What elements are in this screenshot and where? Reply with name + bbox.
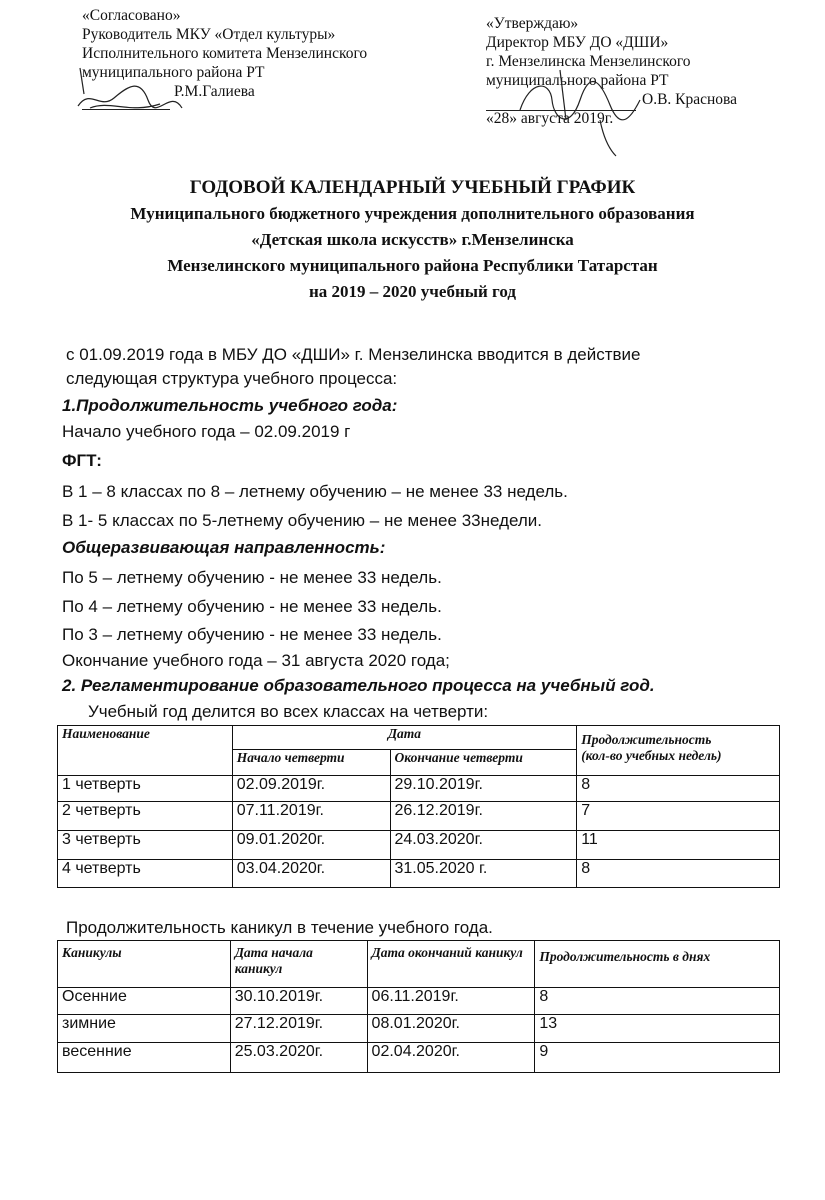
table-row — [58, 831, 780, 860]
quarter-end: 24.03.2020г. — [390, 831, 577, 860]
general-heading: Общеразвивающая направленность: — [62, 538, 386, 557]
quarter-name: 2 четверть — [58, 802, 233, 831]
section2-heading: 2. Регламентирование образовательного процесса на учебный год. — [62, 676, 655, 695]
holidays-caption: Продолжительность каникул в течение учебного года. — [66, 918, 493, 937]
holiday-end: 06.11.2019г. — [367, 988, 535, 1015]
quarter-weeks: 8 — [577, 776, 780, 802]
quarter-name: 3 четверть — [58, 831, 233, 860]
approval-left-line2: Исполнительного комитета Мензелинского — [82, 45, 368, 62]
table-row — [58, 776, 780, 802]
school-year-start: Начало учебного года – 02.09.2019 г — [62, 422, 351, 441]
quarter-start: 02.09.2019г. — [232, 776, 390, 802]
title-sub4: на 2019 – 2020 учебный год — [309, 282, 516, 301]
quarter-start: 07.11.2019г. — [232, 802, 390, 831]
quarter-weeks: 11 — [577, 831, 780, 860]
section1-heading: 1.Продолжительность учебного года: — [62, 396, 398, 415]
holiday-end: 02.04.2020г. — [367, 1043, 535, 1073]
table-row — [58, 860, 780, 888]
quarters-table — [57, 725, 780, 888]
quarter-weeks: 7 — [577, 802, 780, 831]
signature-left-icon — [70, 48, 200, 118]
section2-note: Учебный год делится во всех классах на четверти: — [88, 702, 489, 721]
holiday-days: 9 — [535, 1043, 780, 1073]
general-line3: По 3 – летнему обучению - не менее 33 недель. — [62, 625, 442, 644]
approval-left-line3: муниципального района РТ — [82, 64, 265, 81]
quarter-end: 29.10.2019г. — [390, 776, 577, 802]
holiday-start: 25.03.2020г. — [230, 1043, 367, 1073]
quarters-header-name: Наименование — [58, 726, 233, 776]
table-row — [58, 1015, 780, 1043]
quarters-header-start: Начало четверти — [232, 750, 390, 776]
holiday-days: 8 — [535, 988, 780, 1015]
intro-line1: с 01.09.2019 года в МБУ ДО «ДШИ» г. Мензелинска вводится в действие — [66, 345, 641, 364]
general-line2: По 4 – летнему обучению - не менее 33 недель. — [62, 597, 442, 616]
quarter-name: 1 четверть — [58, 776, 233, 802]
quarter-end: 31.05.2020 г. — [390, 860, 577, 888]
approval-left-line1: Руководитель МКУ «Отдел культуры» — [82, 26, 336, 43]
holiday-name: зимние — [58, 1015, 231, 1043]
quarter-name: 4 четверть — [58, 860, 233, 888]
quarter-start: 03.04.2020г. — [232, 860, 390, 888]
fgt-heading: ФГТ: — [62, 451, 102, 470]
intro-line2: следующая структура учебного процесса: — [66, 369, 398, 388]
approval-right-line2: г. Мензелинска Мензелинского — [486, 53, 691, 70]
table-row — [58, 802, 780, 831]
fgt-line2: В 1- 5 классах по 5-летнему обучению – не менее 33недели. — [62, 511, 543, 530]
holidays-table — [57, 940, 780, 1073]
holiday-end: 08.01.2020г. — [367, 1015, 535, 1043]
approval-right-date: «28» августа 2019г. — [486, 110, 614, 127]
approval-left-name: Р.М.Галиева — [174, 83, 255, 100]
quarters-header-date: Дата — [232, 726, 576, 750]
approval-right-line3: муниципального района РТ — [486, 72, 669, 89]
title-sub2: «Детская школа искусств» г.Мензелинска — [251, 230, 574, 249]
approval-right-name: О.В. Краснова — [642, 91, 738, 108]
title-sub1: Муниципального бюджетного учреждения дополнительного образования — [130, 204, 695, 223]
approval-right-line1: Директор МБУ ДО «ДШИ» — [486, 34, 669, 51]
quarter-start: 09.01.2020г. — [232, 831, 390, 860]
holidays-header-start: Дата начала каникул — [230, 941, 367, 988]
quarters-header-duration — [577, 726, 780, 776]
title-sub3: Мензелинского муниципального района Республики Татарстан — [167, 256, 658, 275]
quarters-header-duration-line2: (кол-во учебных недель) — [581, 748, 722, 763]
holiday-start: 30.10.2019г. — [230, 988, 367, 1015]
signature-right-icon — [500, 60, 650, 160]
quarter-end: 26.12.2019г. — [390, 802, 577, 831]
holidays-header-end: Дата окончаний каникул — [367, 941, 535, 988]
holidays-header-duration: Продолжительность в днях — [535, 941, 780, 988]
table-row — [58, 1043, 780, 1073]
holiday-name: Осенние — [58, 988, 231, 1015]
table-row — [58, 988, 780, 1015]
general-line1: По 5 – летнему обучению - не менее 33 недель. — [62, 568, 442, 587]
quarter-weeks: 8 — [577, 860, 780, 888]
quarters-header-duration-line1: Продолжительность — [581, 732, 712, 747]
holiday-name: весенние — [58, 1043, 231, 1073]
holiday-days: 13 — [535, 1015, 780, 1043]
approval-right-stamp: «Утверждаю» — [486, 15, 579, 32]
holidays-header-name: Каникулы — [58, 941, 231, 988]
approval-left-stamp: «Согласовано» — [82, 7, 181, 24]
school-year-end: Окончание учебного года – 31 августа 2020 года; — [62, 651, 450, 670]
fgt-line1: В 1 – 8 классах по 8 – летнему обучению – не менее 33 недель. — [62, 482, 568, 501]
document-title: ГОДОВОЙ КАЛЕНДАРНЫЙ УЧЕБНЫЙ ГРАФИК — [189, 177, 636, 198]
holiday-start: 27.12.2019г. — [230, 1015, 367, 1043]
quarters-header-end: Окончание четверти — [390, 750, 577, 776]
